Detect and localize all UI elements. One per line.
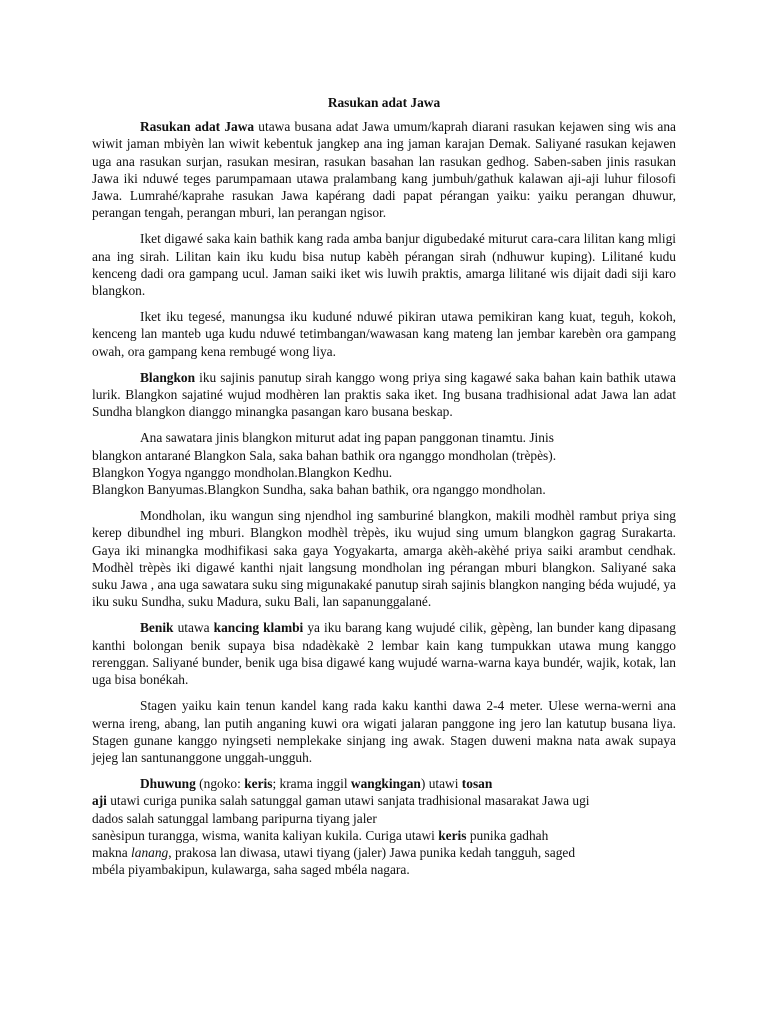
paragraph-text: iku sajinis panutup sirah kanggo wong priya sing kagawé saka bahan kain bathik utawa lurik. Blangkon sajatiné wujud modhèren lan praktis saka iket. Ing busana tradhisional adat Jawa lan adat Sundha blangkon dianggo minangka pasangan karo busana beskap.: [92, 369, 676, 420]
term-aji: aji: [92, 793, 107, 809]
inline-text: , prakosa lan diwasa, utawi tiyang (jaler) Jawa punika kedah tangguh, saged: [168, 844, 576, 860]
term-rasukan-adat-jawa: Rasukan adat Jawa: [140, 119, 255, 135]
term-kancing-klambi: kancing klambi: [213, 620, 304, 636]
text-line: [92, 827, 676, 844]
text-line: blangkon antarané Blangkon Sala, saka bahan bathik ora nganggo mondholan (trèpès).: [92, 447, 557, 463]
paragraph-blangkon-types: [92, 429, 676, 498]
inline-text: makna: [92, 844, 132, 860]
paragraph-rasukan: [92, 118, 676, 221]
paragraph-text: utawa busana adat Jawa umum/kaprah diarani rasukan kejawen sing wis ana wiwit jaman mbiyèn lan wiwit kebentuk jangkep ana ing jaman karajan Demak. Saliyané rasukan kejawen uga ana rasukan surjan, rasukan mesiran, rasukan basahan lan rasukan gedhog. Saben-saben jinis rasukan Jawa iki nduwé teges parumpamaan utawa pralambang kang jumbuh/gathuk kalawan aji-aji luhur filosofi Jawa. Lumrahé/kaprahe rasukan Jawa kapérang dadi papat pérangan yaiku: yaiku perangan dhuwur, perangan tengah, perangan mburi, lan perangan ngisor.: [92, 119, 676, 221]
paragraph-mondholan: Mondholan, iku wangun sing njendhol ing samburiné blangkon, makili modhèl rambut priya sing kerep dibundhel ing mburi. Blangkon modhèl trèpès, iku wujud sing umum blangkon gagrag Surakarta. Gaya iki minangka modhifikasi saka gaya Yogyakarta, amarga akèh-akèhé priya saiki arambut cendhak. Modhèl trèpès iki digawé kanthi njait langsung mondholan ing pérangan mburi blangkon. Saliyané saka suku Jawa , ana uga sawatara suku sing migunakaké panutup sirah sajinis blangkon nanging béda wujudé, ya iku suku Sundha, suku Madura, suku Bali, lan sapanunggalané.: [92, 508, 676, 610]
text-line: [92, 792, 676, 809]
text-line: [92, 844, 676, 861]
inline-text: (ngoko:: [195, 776, 245, 792]
inline-text: punika gadhah: [466, 827, 549, 843]
term-keris: keris: [438, 827, 467, 843]
term-benik: Benik: [140, 620, 174, 636]
paragraph-iket-meaning: Iket iku tegesé, manungsa iku kuduné nduwé pikiran utawa pemikiran kang kuat, teguh, kokoh, kenceng lan manteb uga kudu nduwé tetimbangan/wawasan kang mateng lan jembar karebèn ora gampang owah, ora gampang kena rembugé wong liya.: [92, 309, 676, 359]
term-tosan: tosan: [461, 776, 493, 792]
term-dhuwung: Dhuwung: [140, 776, 196, 792]
paragraph-benik: [92, 619, 676, 688]
paragraph-stagen: Stagen yaiku kain tenun kandel kang rada kaku kanthi dawa 2-4 meter. Ulese werna-werni ana werna ireng, abang, lan putih anganing kuwi ora wigati jalaran panggone ing jero lan katutup busana liya. Stagen gunane kanggo nyingseti nemplekake sinjang ing awak. Stagen duweni makna nata awak supaya jejeg lan santunanggone unggah-ungguh.: [92, 698, 676, 765]
paragraph-text: utawa: [173, 620, 214, 636]
text-line: [92, 775, 676, 792]
paragraph-iket: Iket digawé saka kain bathik kang rada amba banjur digubedaké miturut cara-cara lilitan kang mligi ana ing sirah. Lilitan kain iku kudu bisa nutup kabèh pérangan sirah (ndhuwur kuping). Lilitané kudu kenceng dadi ora gampang ucul. Jaman saiki iket wis luwih praktis, amarga lilitané wis dijait dadi siji karo blangkon.: [92, 231, 676, 299]
text-line: Blangkon Yogya nganggo mondholan.Blangkon Kedhu.: [92, 464, 393, 480]
paragraph-blangkon: [92, 369, 676, 421]
inline-text: ; krama inggil: [272, 776, 351, 792]
text-line: Ana sawatara jinis blangkon miturut adat ing papan panggonan tinamtu. Jinis: [140, 430, 554, 446]
paragraph-dhuwung: [92, 775, 676, 878]
document-page: [92, 94, 676, 887]
text-line: mbéla piyambakipun, kulawarga, saha saged mbéla nagara.: [92, 862, 410, 878]
inline-text: sanèsipun turangga, wisma, wanita kaliyan kukila. Curiga utawi: [92, 827, 439, 843]
text-line: dados salah satunggal lambang paripurna tiyang jaler: [92, 810, 377, 826]
paragraph-text: ya iku barang kang wujudé cilik, gèpèng, lan bunder kang dipasang kanthi bolongan benik supaya bisa ndadèkakè 2 lembar kain kang tumpukkan utawa mung kanggo rerenggan. Saliyané bunder, benik uga bisa digawé kang wujudé warna-warna kaya bundér, wajik, kotak, lan uga bisa bonékah.: [92, 620, 677, 688]
term-lanang: lanang: [131, 844, 169, 860]
inline-text: ) utawi: [420, 776, 462, 792]
term-wangkingan: wangkingan: [350, 776, 421, 792]
term-blangkon: Blangkon: [140, 369, 196, 385]
term-keris: keris: [244, 776, 273, 792]
text-line: Blangkon Banyumas.Blangkon Sundha, saka bahan bathik, ora nganggo mondholan.: [92, 482, 546, 498]
inline-text: utawi curiga punika salah satunggal gaman utawi sanjata tradhisional masarakat Jawa ugi: [106, 793, 590, 809]
document-title: Rasukan adat Jawa: [327, 95, 441, 110]
